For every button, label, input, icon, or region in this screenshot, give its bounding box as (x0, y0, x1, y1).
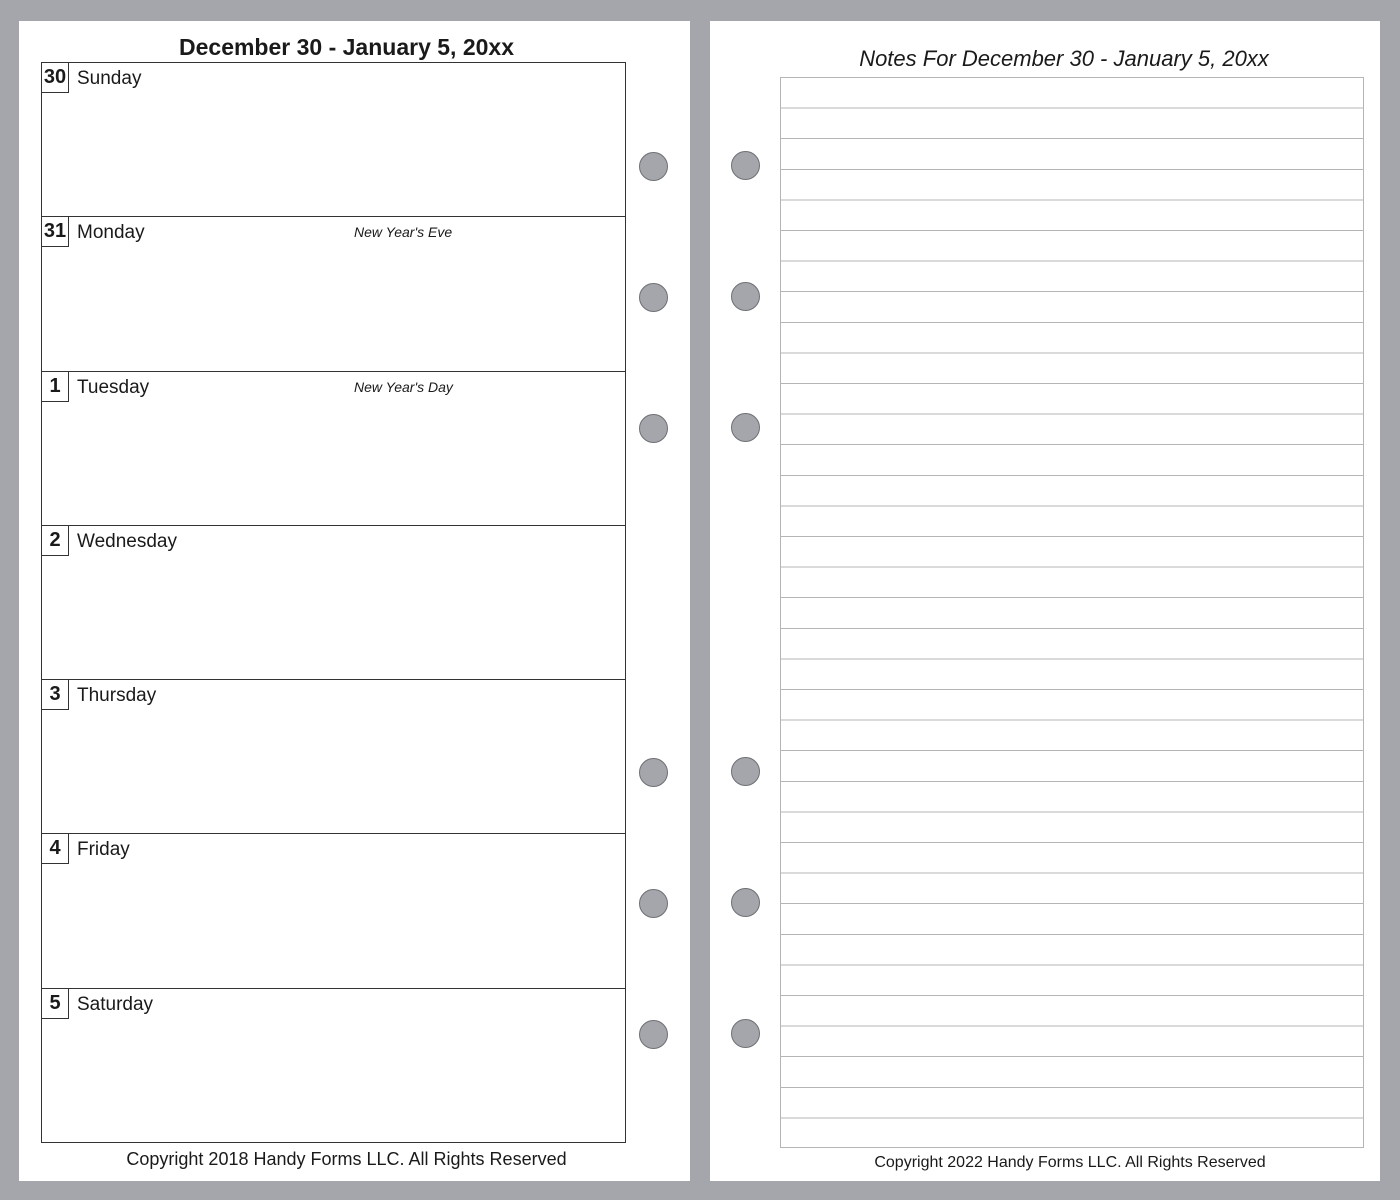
day-name: Wednesday (77, 530, 177, 552)
ring-hole-icon (731, 282, 760, 311)
day-number: 1 (41, 371, 69, 402)
copyright-text: Copyright 2022 Handy Forms LLC. All Rights Reserved (874, 1154, 1266, 1171)
ring-hole-icon (731, 1019, 760, 1048)
day-box-thursday[interactable] (42, 680, 625, 834)
day-number: 31 (41, 216, 69, 247)
ring-hole-icon (639, 152, 668, 181)
ring-hole-icon (731, 888, 760, 917)
day-box-wednesday[interactable] (42, 526, 625, 680)
notes-lined-area[interactable] (780, 77, 1364, 1148)
ring-hole-icon (731, 413, 760, 442)
day-name: Monday (77, 222, 145, 244)
ring-hole-icon (639, 758, 668, 787)
ring-hole-icon (639, 414, 668, 443)
day-number: 5 (41, 988, 69, 1019)
ring-hole-icon (731, 757, 760, 786)
day-box-friday[interactable] (42, 834, 625, 988)
ring-hole-icon (639, 283, 668, 312)
ring-hole-icon (731, 151, 760, 180)
ring-hole-icon (639, 1020, 668, 1049)
week-day-grid (41, 62, 626, 1143)
day-number: 2 (41, 525, 69, 556)
notes-title: Notes For December 30 - January 5, 20xx (859, 46, 1269, 71)
copyright-text: Copyright 2018 Handy Forms LLC. All Rights Reserved (126, 1149, 567, 1169)
day-box-monday[interactable] (42, 217, 625, 371)
day-number: 3 (41, 679, 69, 710)
day-number: 4 (41, 833, 69, 864)
day-name: Thursday (77, 685, 157, 707)
left-planner-page (19, 21, 690, 1181)
day-name: Friday (77, 839, 130, 861)
day-number: 30 (41, 62, 69, 93)
day-box-saturday[interactable] (42, 989, 625, 1142)
right-notes-page (710, 21, 1380, 1181)
day-name: Sunday (77, 68, 142, 89)
day-name: Tuesday (77, 376, 150, 398)
holiday-label: New Year's Day (354, 378, 453, 395)
day-box-tuesday[interactable] (42, 372, 625, 526)
day-box-sunday[interactable] (42, 63, 625, 217)
ring-hole-icon (639, 889, 668, 918)
holiday-label: New Year's Eve (354, 224, 453, 241)
week-title: December 30 - January 5, 20xx (179, 34, 514, 60)
day-name: Saturday (77, 993, 154, 1015)
